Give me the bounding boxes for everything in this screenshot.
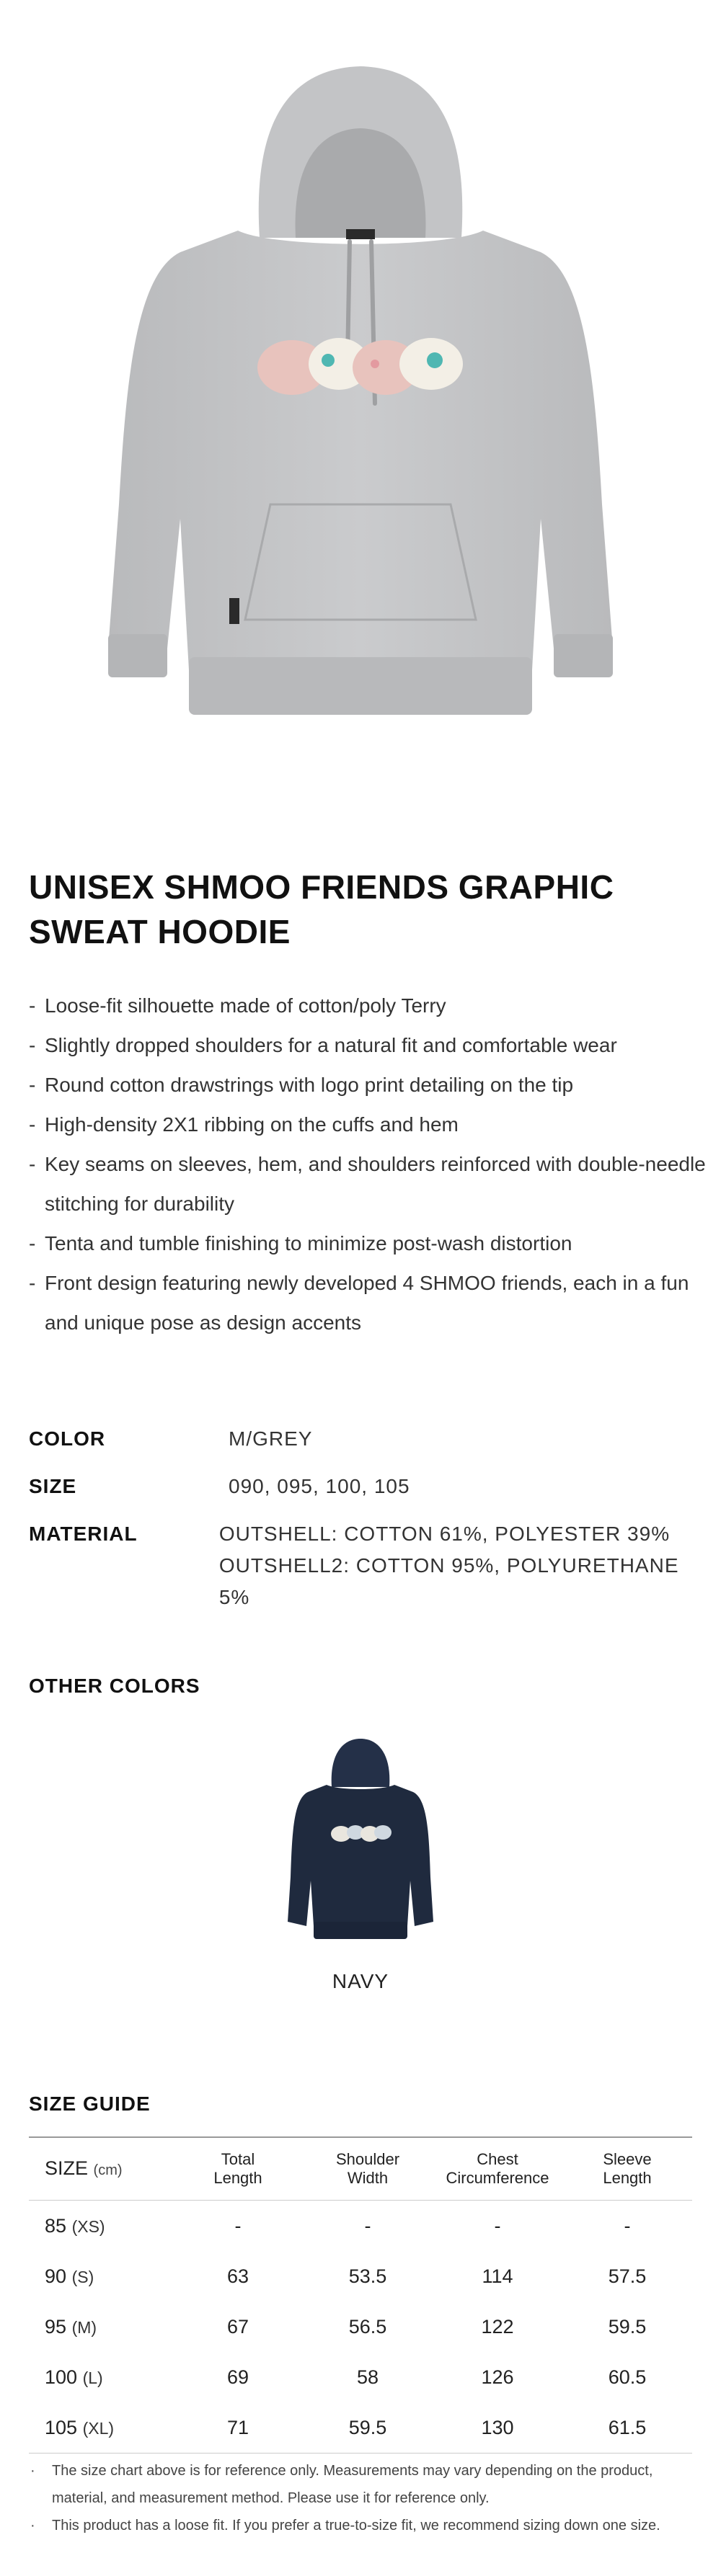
material-line: OUTSHELL2: COTTON 95%, POLYURETHANE 5% [218,1554,679,1608]
size-cell [29,2251,173,2301]
total-length-cell: - [234,2214,242,2237]
total-length-cell: 63 [226,2265,249,2287]
shoulder-width-cell: - [364,2214,371,2237]
size-abbr: (XL) [82,2418,115,2438]
table-row [29,2352,692,2402]
sleeve-cell: 60.5 [608,2366,647,2388]
total-length-cell: 67 [226,2315,249,2337]
header-total-length [173,2137,303,2201]
header-size-label: SIZE [45,2157,89,2179]
chest-cell: 126 [481,2366,514,2388]
feature-item: - Round cotton drawstrings with logo print detailing on the tip [29,1065,707,1105]
product-hero-image [0,0,721,814]
header-chest-circumference [433,2137,562,2201]
size-abbr: (L) [82,2368,103,2387]
table-row [29,2201,692,2252]
spec-label: MATERIAL [29,1523,138,1545]
header-line: Length [213,2169,262,2187]
other-colors-title: OTHER COLORS [29,1675,200,1697]
shoulder-width-cell: 53.5 [348,2265,387,2287]
shoulder-width-cell: 59.5 [348,2416,387,2438]
sleeve-cell: 59.5 [608,2315,647,2337]
material-line: OUTSHELL: COTTON 61%, POLYESTER 39% [218,1523,671,1545]
size-cell [29,2301,173,2352]
table-row [29,2301,692,2352]
header-shoulder-width [303,2137,433,2201]
size-cell [29,2201,173,2252]
header-line: Sleeve [603,2150,652,2168]
size-abbr: (M) [71,2317,97,2337]
feature-item: - High-density 2X1 ribbing on the cuffs and hem [29,1105,707,1144]
spec-row-size [29,1471,692,1518]
size-guide-title: SIZE GUIDE [29,2093,151,2115]
spec-table [29,1423,692,1613]
color-swatch-label: NAVY [332,1970,389,1992]
spec-row-color [29,1423,692,1471]
spec-label: COLOR [29,1427,106,1450]
size-guide-note: · This product has a loose fit. If you prefer a true-to-size fit, we recommend sizing down one size. [29,2512,699,2539]
spec-label: SIZE [29,1475,77,1497]
header-line: Total [221,2150,255,2168]
size-guide-table [29,2136,692,2454]
feature-item: - Front design featuring newly developed 4 SHMOO friends, each in a fun and unique pose as design accents [29,1263,707,1342]
feature-item: - Tenta and tumble finishing to minimize post-wash distortion [29,1224,707,1263]
color-swatch-navy[interactable] [270,1733,451,1949]
spec-value [219,1518,692,1613]
feature-item: - Slightly dropped shoulders for a natural fit and comfortable wear [29,1025,707,1065]
grey-hoodie-illustration [0,0,721,814]
feature-item: - Loose-fit silhouette made of cotton/poly Terry [29,986,707,1025]
chest-cell: 130 [481,2416,514,2438]
size-abbr: (XS) [71,2216,105,2236]
size-guide-note: · The size chart above is for reference only. Measurements may vary depending on the product, material, and measurement method. Please use it for reference only. [29,2457,699,2512]
spec-value: 090, 095, 100, 105 [229,1475,410,1497]
size-value: 95 [45,2315,67,2337]
total-length-cell: 69 [226,2366,249,2388]
header-line: Circumference [446,2169,549,2187]
size-guide-header-row [29,2137,692,2201]
chest-cell: 122 [481,2315,514,2337]
feature-list [29,986,707,1342]
shoulder-width-cell: 56.5 [348,2315,387,2337]
spec-row-material [29,1518,692,1613]
header-size [29,2137,173,2201]
product-title [29,865,692,954]
header-line: Chest [477,2150,518,2168]
spec-value: M/GREY [229,1427,313,1450]
header-line: Width [347,2169,389,2187]
chest-cell: - [494,2214,501,2237]
chest-cell: 114 [482,2265,513,2287]
sleeve-cell: 57.5 [608,2265,647,2287]
size-guide-notes [29,2457,699,2539]
header-line: Shoulder [335,2150,400,2168]
feature-item: - Key seams on sleeves, hem, and shoulders reinforced with double-needle stitching for durability [29,1144,707,1224]
product-title-line2: SWEAT HOODIE [29,913,291,950]
size-value: 105 [45,2416,78,2438]
size-value: 100 [45,2366,78,2388]
header-sleeve-length [562,2137,692,2201]
table-row [29,2251,692,2301]
header-size-unit: (cm) [93,2162,123,2178]
size-value: 90 [45,2265,67,2287]
total-length-cell: 71 [226,2416,249,2438]
product-title-line1: UNISEX SHMOO FRIENDS GRAPHIC [29,868,614,906]
size-abbr: (S) [71,2267,94,2286]
size-cell [29,2402,173,2454]
table-row [29,2402,692,2454]
header-line: Length [603,2169,652,2187]
sleeve-cell: 61.5 [608,2416,647,2438]
shoulder-width-cell: 58 [356,2366,379,2388]
sleeve-cell: - [624,2214,631,2237]
size-cell [29,2352,173,2402]
size-value: 85 [45,2214,67,2237]
navy-hoodie-thumbnail [270,1733,451,1949]
